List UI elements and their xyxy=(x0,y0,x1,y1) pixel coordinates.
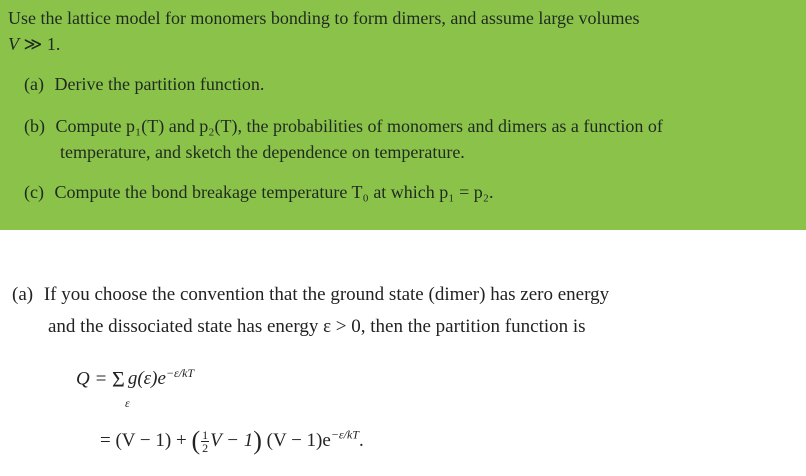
summation-index: ε xyxy=(125,396,130,410)
part-c-text: Compute the bond breakage temperature T₀ at which p₁ = p₂. xyxy=(54,182,494,202)
answer-line-2: and the dissociated state has energy ε > 0, then the partition function is xyxy=(48,316,586,337)
eq1-body: g(ε)e xyxy=(127,368,166,390)
part-b-item xyxy=(24,116,663,137)
part-a-label: (a) xyxy=(24,74,44,94)
eq1-lhs: Q = xyxy=(76,368,113,390)
half-fraction: $\frac{1}{2}$ xyxy=(202,428,209,456)
part-a-item xyxy=(24,74,264,95)
eq2-exponent: −ε/kT xyxy=(330,427,359,442)
eq2-start: = (V − 1) + xyxy=(100,430,192,451)
eq2-mid: V − 1 xyxy=(210,430,254,451)
summation-symbol: Σ xyxy=(112,366,125,392)
volume-symbol: V xyxy=(8,34,19,54)
answer-label: (a) xyxy=(12,284,34,305)
part-c-item xyxy=(24,182,494,203)
partition-equation-2: = (V − 1) + ( $\frac{1}{2}$ V − 1) $(V - 1)e^{-\varepsilon/kT}$. xyxy=(100,426,364,456)
volume-condition: ≫ 1. xyxy=(19,34,61,54)
eq2-period: . xyxy=(358,430,364,451)
part-b-label: (b) xyxy=(24,116,45,136)
answer-line-1-text: If you choose the convention that the ground state (dimer) has zero energy xyxy=(43,284,610,305)
eq2-end: (V − 1)e xyxy=(261,430,331,451)
part-b-line-1: Compute p₁(T) and p₂(T), the probabilities of monomers and dimers as a function of xyxy=(55,116,663,136)
eq1-exponent: −ε/kT xyxy=(165,366,195,380)
answer-line-1 xyxy=(12,284,609,306)
part-a-text: Derive the partition function. xyxy=(54,74,265,94)
part-b-line-2: temperature, and sketch the dependence on temperature. xyxy=(60,142,465,162)
problem-intro-line-2 xyxy=(8,34,60,55)
problem-intro-line-1 xyxy=(8,8,640,29)
partition-equation-1 xyxy=(76,366,194,392)
problem-intro-text: Use the lattice model for monomers bonding to form dimers, and assume large volumes xyxy=(8,8,640,28)
part-c-label: (c) xyxy=(24,182,44,202)
